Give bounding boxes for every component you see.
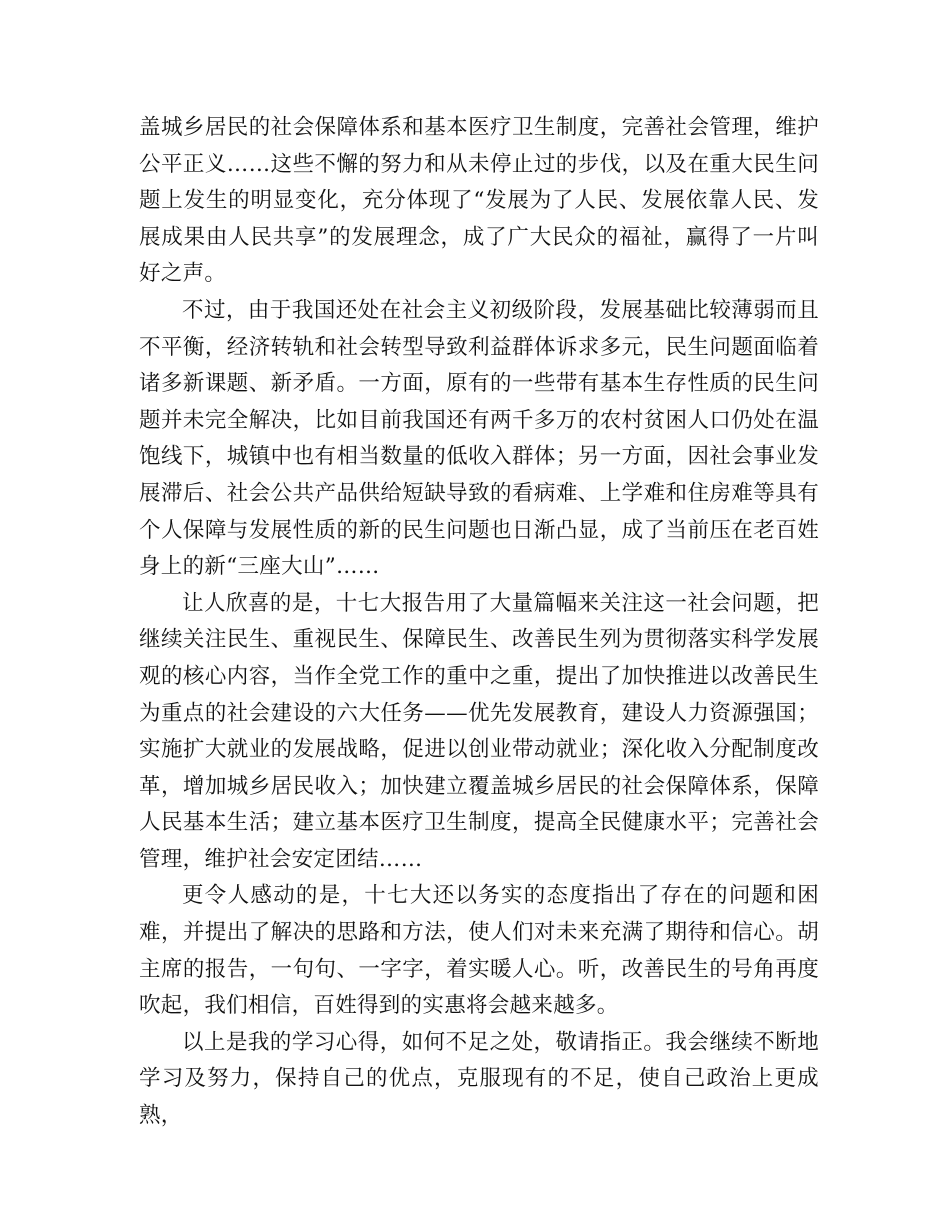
paragraph-5: 以上是我的学习心得，如何不足之处，敬请指正。我会继续不断地学习及努力，保持自己的优点，克服现有的不足，使自己政治上更成熟， xyxy=(139,1029,819,1129)
paragraph-3: 让人欣喜的是，十七大报告用了大量篇幅来关注这一社会问题，把继续关注民生、重视民生、保障民生、改善民生列为贯彻落实科学发展观的核心内容，当作全党工作的重中之重，提出了加快推进以改善民生为重点的社会建设的六大任务——优先发展教育，建设人力资源强国；实施扩大就业的发展战略，促进以创业带动就业；深化收入分配制度改革，增加城乡居民收入；加快建立覆盖城乡居民的社会保障体系，保障人民基本生活；建立基本医疗卫生制度，提高全民健康水平；完善社会管理，维护社会安定团结…… xyxy=(139,590,819,872)
paragraph-2: 不过，由于我国还处在社会主义初级阶段，发展基础比较薄弱而且不平衡，经济转轨和社会转型导致利益群体诉求多元，民生问题面临着诸多新课题、新矛盾。一方面，原有的一些带有基本生存性质的民生问题并未完全解决，比如目前我国还有两千多万的农村贫困人口仍处在温饱线下，城镇中也有相当数量的低收入群体；另一方面，因社会事业发展滞后、社会公共产品供给短缺导致的看病难、上学难和住房难等具有个人保障与发展性质的新的民生问题也日渐凸显，成了当前压在老百姓身上的新“三座大山”…… xyxy=(139,297,819,580)
paragraph-1: 盖城乡居民的社会保障体系和基本医疗卫生制度，完善社会管理，维护公平正义……这些不懈的努力和从未停止过的步伐，以及在重大民生问题上发生的明显变化，充分体现了“发展为了人民、发展依靠人民、发展成果由人民共享”的发展理念，成了广大民众的福祉，赢得了一片叫好之声。 xyxy=(139,115,819,287)
document-body xyxy=(139,110,819,1135)
paragraph-4: 更令人感动的是，十七大还以务实的态度指出了存在的问题和困难，并提出了解决的思路和方法，使人们对未来充满了期待和信心。胡主席的报告，一句句、一字字，着实暖人心。听，改善民生的号角再度吹起，我们相信，百姓得到的实惠将会越来越多。 xyxy=(139,883,819,1019)
